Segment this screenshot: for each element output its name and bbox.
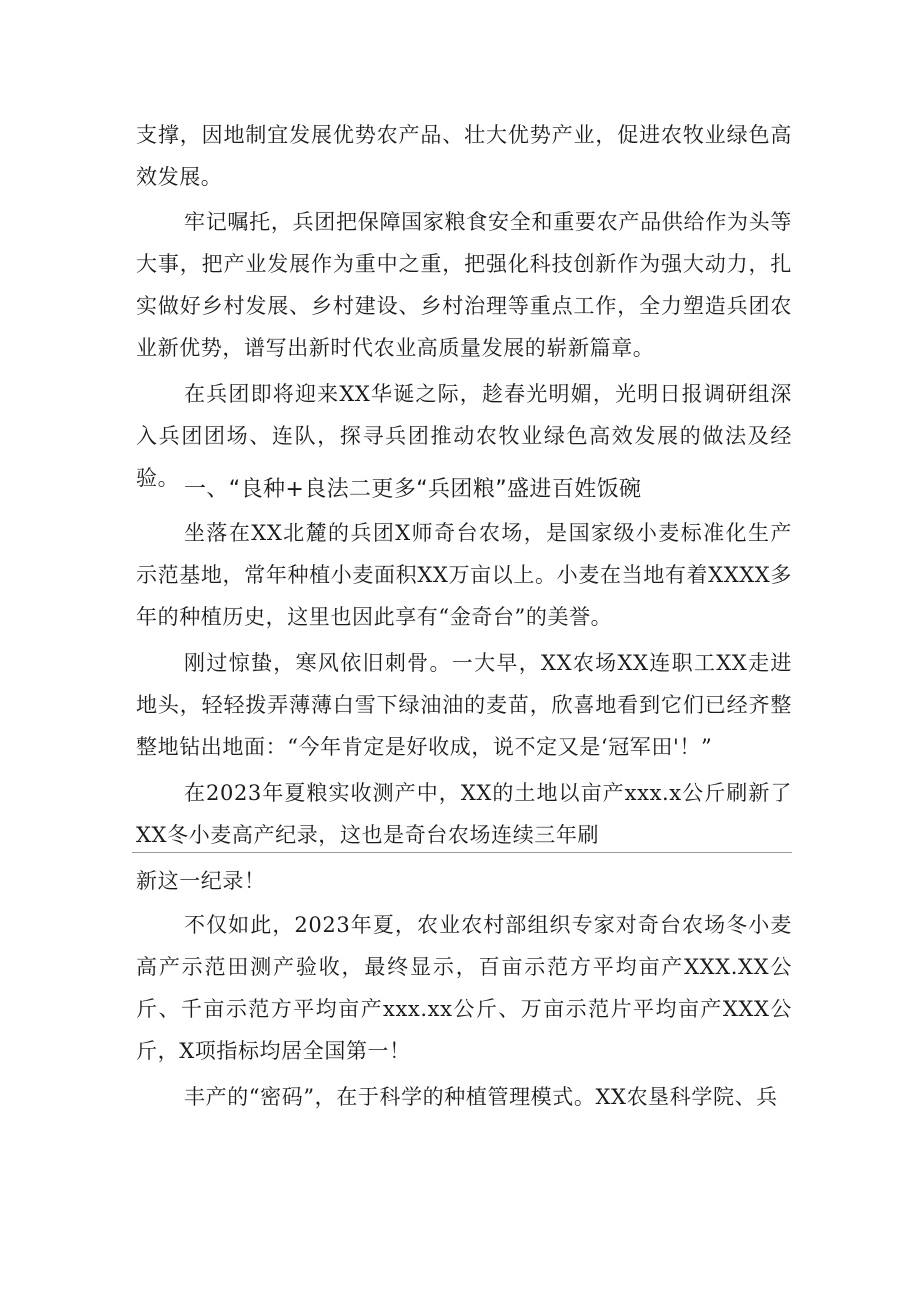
- section-heading: 一、“良种+良法二更多“兵团粮”盛进百姓饭碗: [184, 477, 642, 502]
- paragraph-1: 支撑，因地制宜发展优势农产品、壮大优势产业，促进农牧业绿色高效发展。: [136, 123, 792, 189]
- paragraph-8: 丰产的“密码”，在于科学的种植管理模式。XX农垦科学院、兵: [184, 1085, 778, 1109]
- paragraph-5: 刚过惊蛰，寒风依旧刺骨。一大早，XX农场XX连职工XX走进地头，轻轻拨弄薄薄白雪下绿油油的麦苗，欣喜地看到它们已经齐整整地钻出地面：“今年肯定是好收成，说不定又是‘冠军田'！”: [136, 651, 792, 759]
- paragraph-6: 在2023年夏粮实收测产中，XX的土地以亩产xxx.x公斤刷新了XX冬小麦高产纪录，这也是奇台农场连续三年刷: [136, 781, 792, 847]
- paragraph-3: 在兵团即将迎来XX华诞之际，趁春光明媚，光明日报调研组深入兵团团场、连队，探寻兵团推动农牧业绿色高效发展的做法及经验。: [136, 382, 792, 490]
- paragraph-2: 牢记嘱托，兵团把保障国家粮食安全和重要农产品供给作为头等大事，把产业发展作为重中之重，把强化科技创新作为强大动力，扎实做好乡村发展、乡村建设、乡村治理等重点工作，全力塑造兵团农业新优势，谱写出新时代农业高质量发展的崭新篇章。: [136, 210, 792, 360]
- paragraph-6-continued: 新这一纪录！: [136, 869, 266, 893]
- page-break-line: [132, 852, 792, 853]
- paragraph-4: 坐落在XX北麓的兵团X师奇台农场，是国家级小麦标准化生产示范基地，常年种植小麦面积XX万亩以上。小麦在当地有着XXXX多年的种植历史，这里也因此享有“金奇台”的美誉。: [136, 521, 792, 629]
- paragraph-7: 不仅如此，2023年夏，农业农村部组织专家对奇台农场冬小麦高产示范田测产验收，最终显示，百亩示范方平均亩产XXX.XX公斤、千亩示范方平均亩产xxx.xx公斤、万亩示范片平均亩产XXX公斤，X项指标均居全国第一！: [136, 913, 792, 1063]
